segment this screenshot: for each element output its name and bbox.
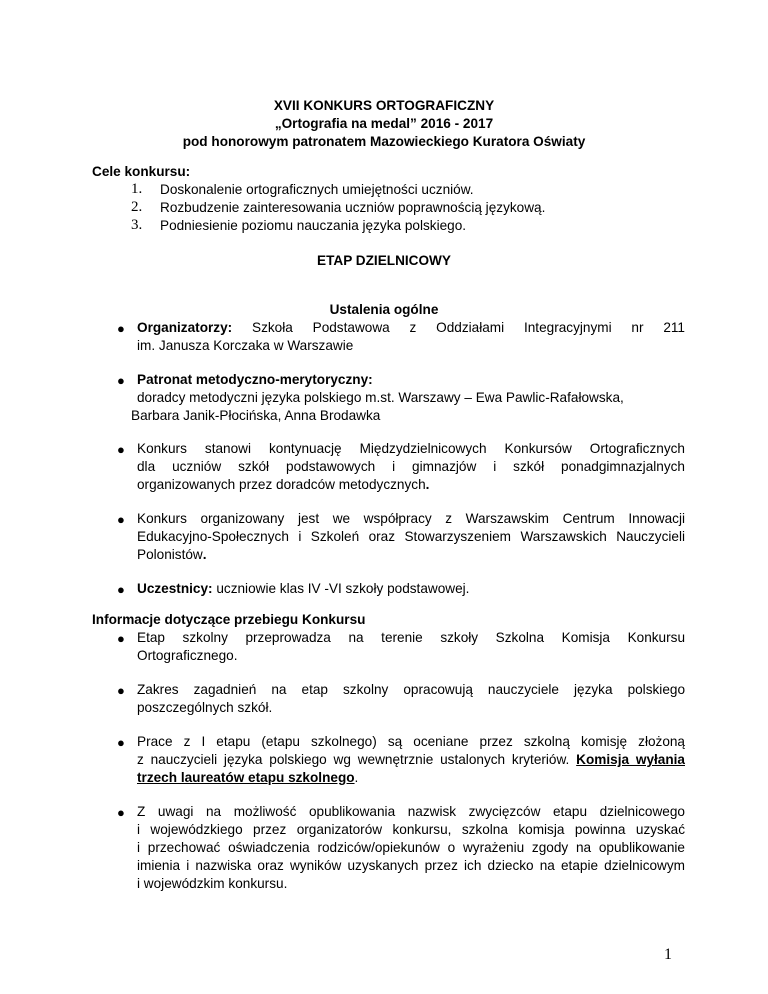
cooperation-line1: Konkurs organizowany jest we współpracy z Warszawskim Centrum Innowacji bbox=[137, 511, 685, 526]
stage-title: ETAP DZIELNICOWY bbox=[317, 253, 451, 268]
continuation-line3 bbox=[137, 476, 685, 493]
goal-number: 3. bbox=[131, 217, 143, 233]
stage-subtitle: Ustalenia ogólne bbox=[329, 302, 439, 317]
cooperation-dot: . bbox=[202, 547, 207, 562]
info-item4-line3: i przechować oświadczenia rodziców/opiekunów o wyrażeniu zgody na opublikowanie bbox=[137, 840, 685, 855]
info-item4-line2: i wojewódzkiego przez organizatorów konkursu, szkolna komisja powinna uzyskać bbox=[137, 822, 685, 837]
info-item2-line2: poszczególnych szkół. bbox=[137, 700, 273, 715]
contest-title: XVII KONKURS ORTOGRAFICZNY bbox=[273, 98, 495, 113]
bullet-icon: ● bbox=[117, 631, 125, 646]
goal-text: Rozbudzenie zainteresowania uczniów poprawnością językową. bbox=[160, 200, 546, 215]
organizers-label: Organizatorzy: bbox=[137, 320, 233, 335]
page-number: 1 bbox=[664, 946, 672, 963]
organizers-line2: im. Janusza Korczaka w Warszawie bbox=[137, 338, 354, 353]
goal-number: 1. bbox=[131, 181, 143, 197]
continuation-dot: . bbox=[425, 477, 430, 492]
contest-motto: „Ortografia na medal” 2016 - 2017 bbox=[274, 116, 494, 131]
bullet-icon: ● bbox=[117, 373, 125, 388]
bullet-icon: ● bbox=[117, 321, 125, 336]
cooperation-line3 bbox=[137, 546, 685, 563]
info-item3-dot: . bbox=[354, 770, 359, 785]
bullet-icon: ● bbox=[117, 442, 125, 457]
participants-label: Uczestnicy: bbox=[137, 581, 213, 596]
info-item3-emphasis: Komisja wyłania bbox=[576, 752, 685, 767]
info-heading: Informacje dotyczące przebiegu Konkursu bbox=[92, 612, 366, 627]
participants-line bbox=[137, 580, 685, 597]
document-header bbox=[0, 97, 768, 151]
info-item4-line5: i wojewódzkim konkursu. bbox=[137, 876, 288, 891]
cooperation-text: Polonistów bbox=[137, 547, 203, 562]
continuation-text: organizowanych przez doradców metodycznych bbox=[137, 477, 426, 492]
info-item1-line2: Ortograficznego. bbox=[137, 648, 238, 663]
participants-text: uczniowie klas IV -VI szkoły podstawowej. bbox=[216, 581, 470, 596]
organizers-line bbox=[137, 319, 685, 336]
info-item3-text: z nauczycieli języka polskiego wg wewnętrznie ustalonych kryteriów. bbox=[137, 752, 570, 767]
contest-patronage: pod honorowym patronatem Mazowieckiego Kuratora Oświaty bbox=[182, 134, 586, 149]
patronage-line2: Barbara Janik-Płocińska, Anna Brodawka bbox=[131, 408, 381, 423]
info-item3-line1: Prace z I etapu (etapu szkolnego) są oceniane przez szkolną komisję złożoną bbox=[137, 734, 685, 749]
goals-heading: Cele konkursu: bbox=[92, 164, 191, 179]
goal-text: Podniesienie poziomu nauczania języka polskiego. bbox=[160, 218, 467, 233]
bullet-icon: ● bbox=[117, 512, 125, 527]
info-item4-line1: Z uwagi na możliwość opublikowania nazwisk zwycięzców etapu dzielnicowego bbox=[137, 804, 685, 819]
continuation-line2: dla uczniów szkół podstawowych i gimnazjów i szkół ponadgimnazjalnych bbox=[137, 459, 685, 474]
info-item3-laureates: trzech laureatów etapu szkolnego bbox=[137, 770, 355, 785]
info-item4-line4: imienia i nazwiska oraz wyników uzyskanych przez ich dziecko na etapie dzielnicowym bbox=[137, 858, 685, 873]
bullet-icon: ● bbox=[117, 582, 125, 597]
patronage-line1: doradcy metodyczni języka polskiego m.st. Warszawy – Ewa Pawlic-Rafałowska, bbox=[137, 390, 624, 405]
cooperation-line2: Edukacyjno-Społecznych i Szkoleń oraz Stowarzyszeniem Warszawskich Nauczycieli bbox=[137, 529, 685, 544]
info-item3-line2 bbox=[137, 751, 685, 768]
goal-number: 2. bbox=[131, 199, 143, 215]
bullet-icon: ● bbox=[117, 683, 125, 698]
goal-text: Doskonalenie ortograficznych umiejętności uczniów. bbox=[160, 182, 474, 197]
info-item2-line1: Zakres zagadnień na etap szkolny opracowują nauczyciele języka polskiego bbox=[137, 682, 685, 697]
patronage-label: Patronat metodyczno-merytoryczny: bbox=[137, 372, 373, 387]
info-item1-line1: Etap szkolny przeprowadza na terenie szkoły Szkolna Komisja Konkursu bbox=[137, 630, 685, 645]
continuation-line1: Konkurs stanowi kontynuację Międzydzielnicowych Konkursów Ortograficznych bbox=[137, 441, 685, 456]
bullet-icon: ● bbox=[117, 735, 125, 750]
organizers-text: Szkoła Podstawowa z Oddziałami Integracyjnymi nr 211 bbox=[252, 320, 685, 335]
bullet-icon: ● bbox=[117, 805, 125, 820]
info-item3-line3 bbox=[137, 769, 685, 786]
